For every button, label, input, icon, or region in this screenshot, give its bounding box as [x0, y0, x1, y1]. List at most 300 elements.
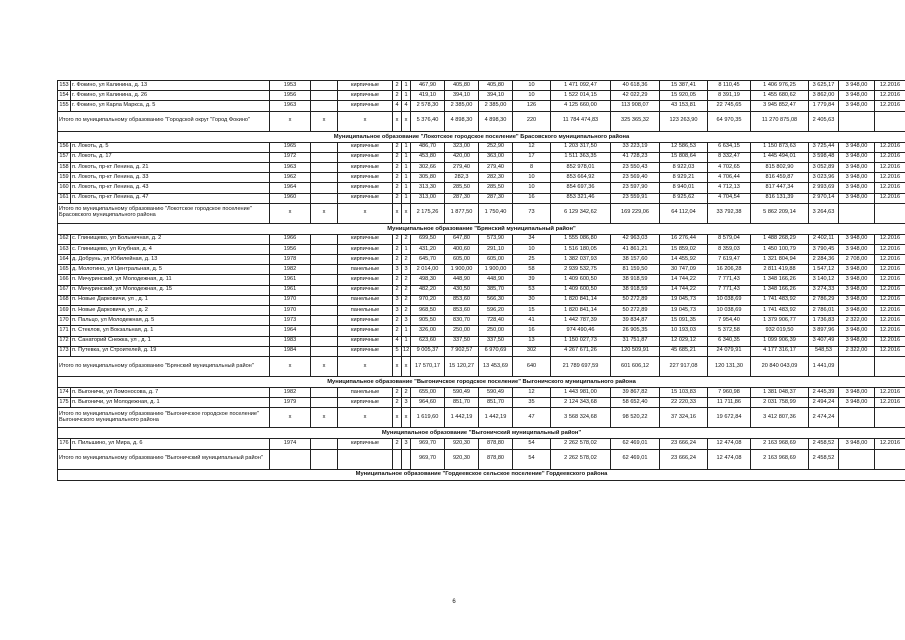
data-cell: 2 [393, 91, 402, 101]
subtotal-cell: 33 792,38 [708, 203, 751, 223]
data-cell: 12 474,08 [708, 439, 751, 449]
subtotal-cell: 62 469,01 [611, 449, 660, 469]
data-cell: 3 948,00 [839, 193, 875, 203]
data-cell: 853 664,92 [551, 173, 611, 183]
subtotal-cell: 2 163 968,69 [751, 449, 809, 469]
subtotal-cell [875, 449, 905, 469]
data-cell: кирпичные [338, 183, 393, 193]
subtotal-cell: 2 474,24 [809, 408, 839, 428]
data-cell: 1 [402, 336, 411, 346]
subtotal-cell: 23 666,24 [660, 449, 708, 469]
municipality-header: Муниципальное образование "Брянский муниципальный район" [58, 223, 905, 234]
subtotal-cell: 601 606,12 [611, 356, 660, 376]
data-cell: 33 223,19 [611, 142, 660, 152]
subtotal-cell: 37 324,16 [660, 408, 708, 428]
data-cell: 2 811 419,88 [751, 265, 809, 275]
data-cell: 1960 [270, 193, 311, 203]
row-number: 157 [58, 152, 71, 162]
data-cell: 302 [513, 346, 551, 356]
data-cell: 573,90 [479, 234, 513, 244]
data-cell: 1 [402, 91, 411, 101]
data-cell: 9 005,37 [411, 346, 445, 356]
data-cell: 7 619,47 [708, 255, 751, 265]
data-cell: 2 [402, 234, 411, 244]
subtotal-cell: 2 458,52 [809, 449, 839, 469]
building-address: п. Локоть, пр-кт Ленина, д. 33 [71, 173, 270, 183]
subtotal-cell [270, 449, 311, 469]
data-cell: 385,70 [479, 285, 513, 295]
building-row [58, 244, 905, 254]
data-cell: 1 [402, 162, 411, 172]
data-cell: 279,40 [445, 162, 479, 172]
subtotal-cell: 878,80 [479, 449, 513, 469]
data-cell: 2 786,29 [809, 295, 839, 305]
data-cell: 3 [393, 295, 402, 305]
row-number: 173 [58, 346, 71, 356]
data-cell: 12.2016 [875, 91, 905, 101]
data-cell: 453,80 [411, 152, 445, 162]
data-cell: 419,10 [411, 91, 445, 101]
data-cell: 15 [513, 306, 551, 316]
data-cell: 14 744,22 [660, 285, 708, 295]
building-row [58, 173, 905, 183]
municipality-header-row [58, 223, 905, 234]
data-cell: 1 [402, 142, 411, 152]
data-cell: 38 157,60 [611, 255, 660, 265]
data-cell: 2 [393, 162, 402, 172]
data-cell: 12.2016 [875, 244, 905, 254]
subtotal-cell: x [393, 203, 402, 223]
data-cell: панельные [338, 265, 393, 275]
data-cell: 291,10 [479, 244, 513, 254]
subtotal-cell: 3 568 324,68 [551, 408, 611, 428]
data-cell: 4 125 660,00 [551, 101, 611, 111]
data-cell: 3 948,00 [839, 234, 875, 244]
subtotal-label: Итого по муниципальному образованию "Выгоничское городское поселение" Выгоничского муниципального района [58, 408, 270, 428]
data-cell: 39 834,87 [611, 316, 660, 326]
data-cell: 4 702,65 [708, 162, 751, 172]
subtotal-cell: 11 270 875,08 [751, 111, 809, 131]
data-cell: 58 652,40 [611, 398, 660, 408]
subtotal-label: Итого по муниципальному образованию "Выгоничский муниципальный район" [58, 449, 270, 469]
data-cell: 1 [402, 81, 411, 91]
subtotal-cell [875, 203, 905, 223]
data-cell: 302,66 [411, 162, 445, 172]
row-number: 163 [58, 244, 71, 254]
data-cell: 1979 [270, 398, 311, 408]
data-cell [311, 285, 338, 295]
data-cell [311, 255, 338, 265]
data-cell: 1 203 317,50 [551, 142, 611, 152]
row-number: 172 [58, 336, 71, 346]
data-cell: 2 708,00 [839, 255, 875, 265]
subtotal-cell: 15 120,27 [445, 356, 479, 376]
building-address: с. Глинищево, ул Клубная, д. 4 [71, 244, 270, 254]
building-row [58, 326, 905, 336]
data-cell: 10 [513, 244, 551, 254]
data-cell: 4 267 671,26 [551, 346, 611, 356]
data-cell: 728,40 [479, 316, 513, 326]
data-cell: 3 [402, 316, 411, 326]
building-address: г. Фокино, ул Карла Маркса, д. 5 [71, 101, 270, 111]
data-cell: 1964 [270, 326, 311, 336]
data-cell: кирпичные [338, 244, 393, 254]
housing-register-table [57, 80, 905, 481]
data-cell: 405,80 [445, 81, 479, 91]
data-cell: 38 918,59 [611, 275, 660, 285]
data-cell: 4 177 316,17 [751, 346, 809, 356]
data-cell: 3 [402, 398, 411, 408]
subtotal-cell: 17 570,17 [411, 356, 445, 376]
data-cell: 35 [513, 398, 551, 408]
data-cell: 26 905,35 [611, 326, 660, 336]
data-cell: 482,20 [411, 285, 445, 295]
subtotal-cell: 1 619,60 [411, 408, 445, 428]
building-row [58, 439, 905, 449]
data-cell [311, 306, 338, 316]
data-cell [311, 81, 338, 91]
data-cell: кирпичные [338, 316, 393, 326]
data-cell: 1962 [270, 173, 311, 183]
data-cell: 287,30 [445, 193, 479, 203]
municipality-header: Муниципальное образование "Гордеевское сельское поселение" Гордеевского района [58, 469, 905, 480]
data-cell: 8 332,47 [708, 152, 751, 162]
subtotal-cell: 21 789 697,59 [551, 356, 611, 376]
data-cell: 1 [402, 152, 411, 162]
data-cell: 5 [393, 346, 402, 356]
data-cell: 12.2016 [875, 387, 905, 397]
subtotal-cell: x [338, 408, 393, 428]
data-cell: 548,53 [809, 346, 839, 356]
municipality-header: Муниципальное образование "Выгоничское городское поселение" Выгоничского муниципального района [58, 376, 905, 387]
data-cell: 10 038,69 [708, 295, 751, 305]
data-cell [311, 234, 338, 244]
data-cell: 3 948,00 [839, 326, 875, 336]
row-number: 166 [58, 275, 71, 285]
building-row [58, 183, 905, 193]
data-cell: 23 597,90 [611, 183, 660, 193]
building-row [58, 387, 905, 397]
data-cell: 4 712,13 [708, 183, 751, 193]
data-cell [311, 101, 338, 111]
data-cell: 10 [513, 183, 551, 193]
data-cell: 50 272,89 [611, 306, 660, 316]
subtotal-cell [839, 356, 875, 376]
data-cell: 1 150 873,63 [751, 142, 809, 152]
data-cell: 16 276,44 [660, 234, 708, 244]
subtotal-cell: x [393, 356, 402, 376]
data-cell: 3 948,00 [839, 265, 875, 275]
building-address: п. Локоть, д. 5 [71, 142, 270, 152]
data-cell: 53 [513, 285, 551, 295]
data-cell: 4 [402, 101, 411, 111]
data-cell: 14 744,22 [660, 275, 708, 285]
data-cell: 1984 [270, 346, 311, 356]
data-cell: 54 [513, 439, 551, 449]
data-cell: 1 381 048,37 [751, 387, 809, 397]
data-cell: 3 948,00 [839, 387, 875, 397]
data-cell: 2 445,39 [809, 387, 839, 397]
data-cell: 1 409 600,50 [551, 285, 611, 295]
data-cell: 12.2016 [875, 183, 905, 193]
data-cell: 905,50 [411, 316, 445, 326]
data-cell: 12.2016 [875, 336, 905, 346]
data-cell: 4 [393, 336, 402, 346]
data-cell: 1973 [270, 316, 311, 326]
building-address: п. Выгоничи, ул Молодежная, д. 1 [71, 398, 270, 408]
data-cell: 8 940,01 [660, 183, 708, 193]
subtotal-cell: 169 229,06 [611, 203, 660, 223]
data-cell: 25 [513, 255, 551, 265]
building-address: п. Путевка, ул Строителей, д. 19 [71, 346, 270, 356]
data-cell: 400,60 [445, 244, 479, 254]
building-address: г. Фокино, ул Калинина, д. 13 [71, 81, 270, 91]
data-cell: 2 [393, 387, 402, 397]
data-cell: 10 038,69 [708, 306, 751, 316]
data-cell: 1965 [270, 142, 311, 152]
municipality-header-row [58, 131, 905, 142]
data-cell: 326,00 [411, 326, 445, 336]
data-cell: 853 321,46 [551, 193, 611, 203]
row-number: 162 [58, 234, 71, 244]
subtotal-row [58, 408, 905, 428]
row-number: 171 [58, 326, 71, 336]
building-address: п. Локоть, пр-кт Ленина, д. 47 [71, 193, 270, 203]
data-cell: 12 [513, 387, 551, 397]
data-cell: 1956 [270, 244, 311, 254]
data-cell: 3 948,00 [839, 91, 875, 101]
data-cell: 12.2016 [875, 295, 905, 305]
data-cell: 2 [393, 81, 402, 91]
data-cell: 23 550,43 [611, 162, 660, 172]
subtotal-label: Итого по муниципальному образованию "Локотское городское поселение" Брасовского муниципального района [58, 203, 270, 223]
building-row [58, 152, 905, 162]
building-row [58, 234, 905, 244]
data-cell: кирпичные [338, 152, 393, 162]
data-cell: 816 131,39 [751, 193, 809, 203]
data-cell [311, 265, 338, 275]
subtotal-cell: x [270, 203, 311, 223]
subtotal-cell: 2 262 578,02 [551, 449, 611, 469]
data-cell: 39 867,82 [611, 387, 660, 397]
data-cell: 969,70 [411, 439, 445, 449]
data-cell: 655,00 [411, 387, 445, 397]
building-address: п. Выгоничи, ул Ломоносова, д. 7 [71, 387, 270, 397]
data-cell: 1 511 363,35 [551, 152, 611, 162]
data-cell [311, 152, 338, 162]
data-cell: 12.2016 [875, 275, 905, 285]
row-number: 164 [58, 255, 71, 265]
subtotal-cell: x [402, 356, 411, 376]
data-cell: 16 206,28 [708, 265, 751, 275]
data-cell: 3 862,00 [809, 91, 839, 101]
data-cell: 2 [402, 285, 411, 295]
data-cell: 420,00 [445, 152, 479, 162]
data-cell: 3 274,33 [809, 285, 839, 295]
data-cell: 1983 [270, 336, 311, 346]
row-number: 176 [58, 439, 71, 449]
row-number: 174 [58, 387, 71, 397]
municipality-header: Муниципальное образование "Локотское городское поселение" Брасовского муниципального района [58, 131, 905, 142]
subtotal-cell: 64 970,35 [708, 111, 751, 131]
building-row [58, 265, 905, 275]
building-row [58, 81, 905, 91]
data-cell: 2 [393, 439, 402, 449]
data-cell [311, 336, 338, 346]
data-cell: 1 547,12 [809, 265, 839, 275]
data-cell: 126 [513, 101, 551, 111]
data-cell: 10 [513, 91, 551, 101]
building-address: п. Стеклов, ул Вокзальная, д. 1 [71, 326, 270, 336]
data-cell: 1982 [270, 387, 311, 397]
data-cell: 58 [513, 265, 551, 275]
data-cell: 1 443 981,00 [551, 387, 611, 397]
data-cell: 22 745,65 [708, 101, 751, 111]
data-cell: 24 079,91 [708, 346, 751, 356]
data-cell [311, 439, 338, 449]
data-cell: 12.2016 [875, 193, 905, 203]
data-cell: 19 045,73 [660, 295, 708, 305]
data-cell: 1964 [270, 183, 311, 193]
data-cell: 2 [393, 398, 402, 408]
data-cell: 816 459,87 [751, 173, 809, 183]
data-cell: 10 [513, 81, 551, 91]
data-cell: 1970 [270, 295, 311, 305]
building-row [58, 193, 905, 203]
subtotal-cell [875, 111, 905, 131]
subtotal-cell: 12 474,08 [708, 449, 751, 469]
building-address: п. Локоть, пр-кт Ленина, д. 43 [71, 183, 270, 193]
data-cell: 3 948,00 [839, 336, 875, 346]
data-cell: 2 [393, 285, 402, 295]
building-row [58, 346, 905, 356]
data-cell: 7 960,98 [708, 387, 751, 397]
row-number: 165 [58, 265, 71, 275]
subtotal-cell: 3 412 807,36 [751, 408, 809, 428]
data-cell: 2 402,11 [809, 234, 839, 244]
data-cell: панельные [338, 295, 393, 305]
data-cell [311, 316, 338, 326]
data-cell: 38 918,59 [611, 285, 660, 295]
subtotal-label: Итого по муниципальному образованию "Брянский муниципальный район" [58, 356, 270, 376]
page-number: 6 [452, 599, 456, 605]
data-cell: 1 820 841,14 [551, 306, 611, 316]
building-row [58, 295, 905, 305]
data-cell: 3 [393, 306, 402, 316]
data-cell: 8 929,21 [660, 173, 708, 183]
data-cell: 16 [513, 193, 551, 203]
subtotal-cell: 1 442,19 [479, 408, 513, 428]
data-cell: 13 [513, 336, 551, 346]
row-number: 155 [58, 101, 71, 111]
building-row [58, 101, 905, 111]
data-cell: 1 455 680,62 [751, 91, 809, 101]
subtotal-cell: x [402, 203, 411, 223]
data-cell: кирпичные [338, 346, 393, 356]
subtotal-cell: 2 175,26 [411, 203, 445, 223]
data-cell: 2 [393, 152, 402, 162]
subtotal-cell [875, 356, 905, 376]
row-number: 169 [58, 306, 71, 316]
data-cell: 17 [513, 152, 551, 162]
data-cell: 605,00 [445, 255, 479, 265]
data-cell: 2 [393, 193, 402, 203]
data-cell: 2 385,00 [479, 101, 513, 111]
subtotal-cell: 1 750,40 [479, 203, 513, 223]
data-cell: 854 697,36 [551, 183, 611, 193]
data-cell: 6 970,69 [479, 346, 513, 356]
data-cell: 699,50 [411, 234, 445, 244]
subtotal-cell: x [338, 356, 393, 376]
subtotal-cell [839, 449, 875, 469]
subtotal-cell: 11 784 474,83 [551, 111, 611, 131]
data-cell: 23 559,91 [611, 193, 660, 203]
subtotal-cell [839, 111, 875, 131]
subtotal-cell: 2 405,63 [809, 111, 839, 131]
data-cell: 1 348 166,26 [751, 275, 809, 285]
data-cell: 3 023,96 [809, 173, 839, 183]
data-cell: 920,30 [445, 439, 479, 449]
data-cell: 1 471 092,47 [551, 81, 611, 91]
data-cell: 1966 [270, 234, 311, 244]
subtotal-cell: 64 112,04 [660, 203, 708, 223]
data-cell: 2 [402, 295, 411, 305]
data-cell: 12.2016 [875, 152, 905, 162]
subtotal-cell: x [311, 408, 338, 428]
data-cell: 1 [402, 326, 411, 336]
subtotal-cell [338, 449, 393, 469]
data-cell: 1 900,00 [445, 265, 479, 275]
data-cell: 1 741 483,92 [751, 295, 809, 305]
subtotal-cell: x [402, 111, 411, 131]
data-cell: 31 751,87 [611, 336, 660, 346]
data-cell: кирпичные [338, 162, 393, 172]
data-cell: 2 385,00 [445, 101, 479, 111]
data-cell: 113 908,07 [611, 101, 660, 111]
data-cell: 486,70 [411, 142, 445, 152]
data-cell: 15 920,05 [660, 91, 708, 101]
data-cell: 851,70 [445, 398, 479, 408]
data-cell: 645,70 [411, 255, 445, 265]
data-cell: 12.2016 [875, 173, 905, 183]
data-cell: 12.2016 [875, 142, 905, 152]
data-cell: 279,40 [479, 162, 513, 172]
row-number: 175 [58, 398, 71, 408]
building-row [58, 142, 905, 152]
data-cell: 1 [402, 193, 411, 203]
data-cell: 1 450 100,79 [751, 244, 809, 254]
data-cell: 3 948,00 [839, 101, 875, 111]
subtotal-cell: 120 131,30 [708, 356, 751, 376]
data-cell: 15 091,35 [660, 316, 708, 326]
data-cell: 8 579,04 [708, 234, 751, 244]
data-cell: 1 150 027,73 [551, 336, 611, 346]
data-cell: 2 163 968,69 [751, 439, 809, 449]
building-address: п. Мичуринский, ул Молодежная, д. 15 [71, 285, 270, 295]
data-cell: 2 939 532,75 [551, 265, 611, 275]
data-cell: 1978 [270, 255, 311, 265]
building-address: с. Глинищево, ул Больничная, д. 2 [71, 234, 270, 244]
data-cell: 405,80 [479, 81, 513, 91]
data-cell: 3 948,00 [839, 173, 875, 183]
data-cell: 2 [402, 306, 411, 316]
data-cell: 3 725,44 [809, 142, 839, 152]
subtotal-cell [839, 408, 875, 428]
subtotal-cell: x [311, 203, 338, 223]
data-cell [311, 183, 338, 193]
data-cell: 62 469,01 [611, 439, 660, 449]
data-cell: 337,50 [445, 336, 479, 346]
